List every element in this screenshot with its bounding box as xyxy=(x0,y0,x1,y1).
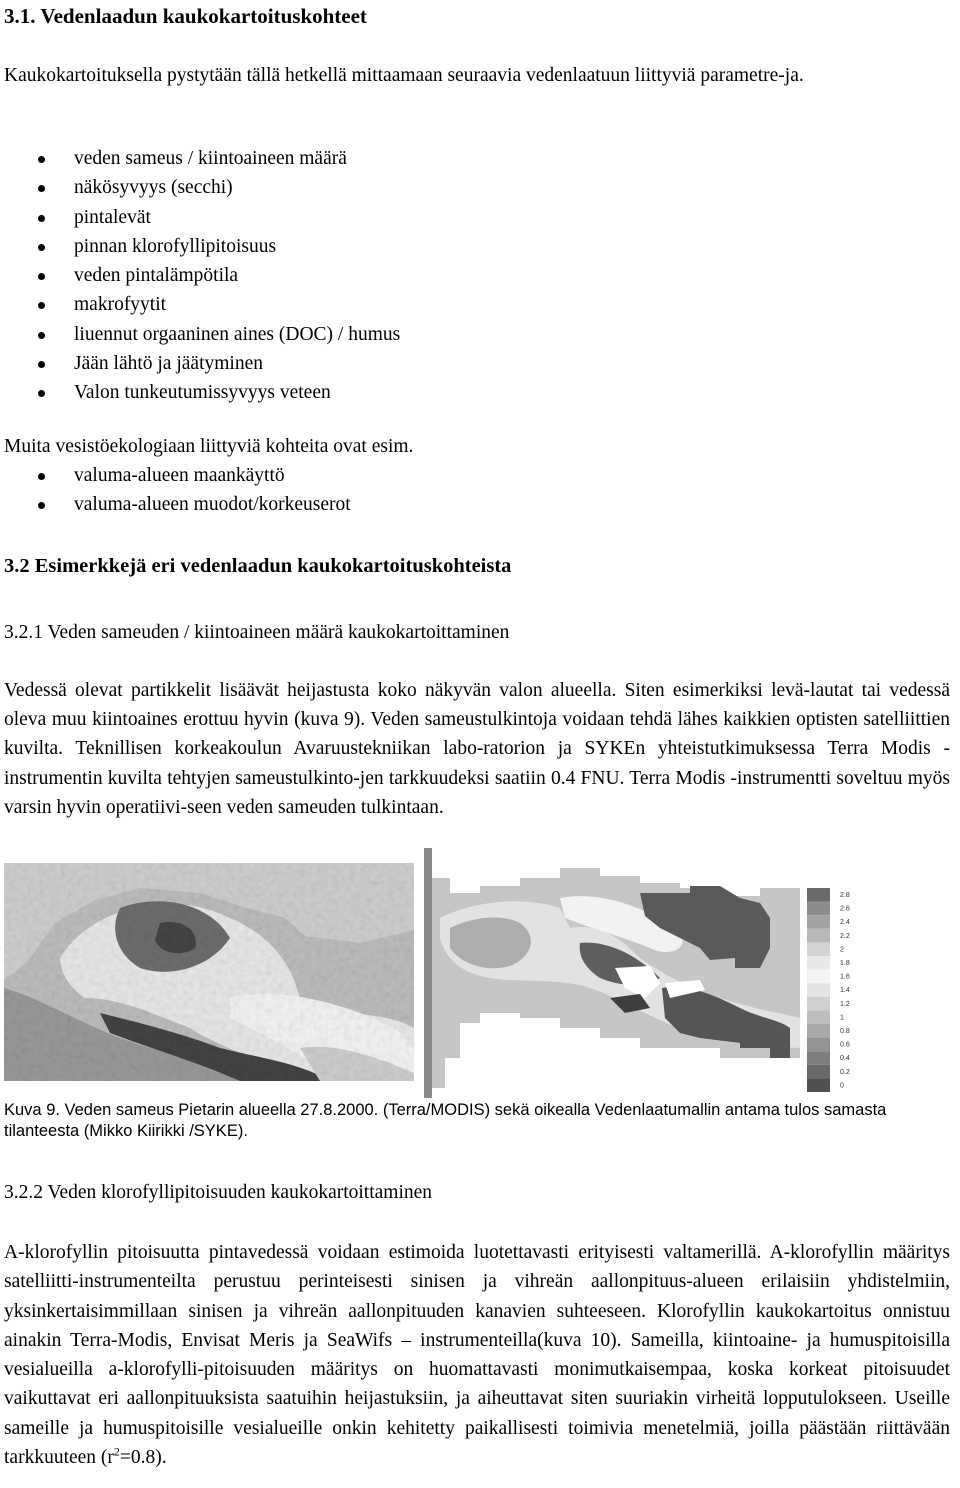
other-list-item xyxy=(4,490,950,519)
subsection-title-chlorophyll: 3.2.2 Veden klorofyllipitoisuuden kaukokartoittaminen xyxy=(4,1182,433,1203)
bullet-icon xyxy=(38,332,45,339)
turbidity-images xyxy=(0,848,960,1098)
legend-label: 0.6 xyxy=(840,1041,850,1049)
legend-label: 1.2 xyxy=(840,1000,850,1008)
legend-swatch xyxy=(807,983,830,997)
subsection-title-turbidity: 3.2.1 Veden sameuden / kiintoaineen määrä kaukokartoittaminen xyxy=(4,622,510,643)
other-list-item xyxy=(4,461,950,490)
superscript: 2 xyxy=(113,1444,120,1459)
bullet-icon xyxy=(38,185,45,192)
section-2-title: 3.2 Esimerkkejä eri vedenlaadun kaukokartoituskohteista xyxy=(4,555,512,577)
legend-swatch xyxy=(807,970,830,984)
list-item-text: pintalevät xyxy=(74,206,151,228)
legend-swatch xyxy=(807,888,830,902)
list-item-text: veden pintalämpötila xyxy=(74,265,239,287)
legend-swatch xyxy=(807,929,830,943)
parameter-list-item xyxy=(4,261,950,290)
legend-label: 1.4 xyxy=(840,987,850,995)
legend-label: 2.6 xyxy=(840,905,850,913)
legend-swatch xyxy=(807,997,830,1011)
figure-caption: Kuva 9. Veden sameus Pietarin alueella 27.8.2000. (Terra/MODIS) sekä oikealla Vedenlaatumallin antama tulos samasta tilanteesta (Mikko Kiirikki /SYKE). xyxy=(4,1101,887,1140)
legend-label: 1.6 xyxy=(840,973,850,981)
list-item-text: pinnan klorofyllipitoisuus xyxy=(74,235,277,257)
bullet-icon xyxy=(38,244,45,251)
chlorophyll-paragraph-end: =0.8). xyxy=(119,1447,167,1469)
legend-swatch xyxy=(807,1024,830,1038)
legend-label: 2 xyxy=(840,946,844,954)
bullet-icon xyxy=(38,502,45,509)
legend-swatch xyxy=(807,1010,830,1024)
list-item-text: näkösyvyys (secchi) xyxy=(74,177,233,199)
intro-paragraph: Kaukokartoituksella pystytään tällä hetkellä mittaamaan seuraavia vedenlaatuun liittyviä parametre-ja. xyxy=(4,65,804,86)
legend-swatch xyxy=(807,1078,830,1092)
bullet-icon xyxy=(38,156,45,163)
legend-swatch xyxy=(807,1038,830,1052)
legend-swatch xyxy=(807,902,830,916)
legend-label: 0.2 xyxy=(840,1068,850,1076)
legend-label: 0.4 xyxy=(840,1055,850,1063)
legend-label: 1.8 xyxy=(840,960,850,967)
turbidity-paragraph: Vedessä olevat partikkelit lisäävät heijastusta koko näkyvän valon alueella. Siten esimerkiksi levä-lautat tai vedessä oleva muu kiintoaines erottuu hyvin (kuva 9). Veden sameustulkintoja voidaan tehdä lähes kaikkien optisten satelliittien kuvilta. Teknillisen korkeakoulun Avaruustekniikan labo-ratorion ja SYKEn yhteistutkimuksessa Terra Modis -instrumentin kuvilta tehtyjen sameustulkinto-jen tarkkuudeksi saatiin 0.4 FNU. Terra Modis -instrumentti soveltuu myös varsin hyvin operatiivi-seen veden sameuden tulkintaan. xyxy=(4,680,950,818)
list-item-text: Valon tunkeutumissyvyys veteen xyxy=(74,382,331,404)
bullet-icon xyxy=(38,273,45,280)
bullet-icon xyxy=(38,302,45,309)
model-image xyxy=(424,848,800,1098)
turbidity-legend xyxy=(807,888,850,1092)
section-title: 3.1. Vedenlaadun kaukokartoituskohteet xyxy=(4,4,367,28)
bullet-icon xyxy=(38,361,45,368)
other-targets-intro: Muita vesistöekologiaan liittyviä kohteita ovat esim. xyxy=(4,436,414,457)
bullet-icon xyxy=(38,215,45,222)
list-item-text: veden sameus / kiintoaineen määrä xyxy=(74,148,347,169)
legend-label: 0.8 xyxy=(840,1028,850,1035)
legend-label: 2.8 xyxy=(840,892,850,899)
other-targets-list xyxy=(4,461,950,520)
legend-label: 1 xyxy=(840,1014,844,1022)
legend-swatch xyxy=(807,956,830,970)
legend-label: 2.2 xyxy=(840,932,850,940)
parameter-list-item xyxy=(4,232,950,261)
bullet-icon xyxy=(38,473,45,480)
figure-9 xyxy=(0,848,960,1098)
list-item-text: valuma-alueen muodot/korkeuserot xyxy=(74,494,351,516)
legend-label: 2.4 xyxy=(840,919,850,927)
list-item-text: valuma-alueen maankäyttö xyxy=(74,465,285,486)
list-item-text: liuennut orgaaninen aines (DOC) / humus xyxy=(74,323,401,345)
legend-swatch xyxy=(807,1065,830,1079)
parameter-list-item xyxy=(4,349,950,378)
list-item-text: makrofyytit xyxy=(74,294,167,316)
satellite-image xyxy=(4,863,414,1081)
parameter-list-item xyxy=(4,320,950,349)
parameter-list-item xyxy=(4,203,950,232)
legend-label: 0 xyxy=(840,1082,844,1090)
bullet-icon xyxy=(38,390,45,397)
parameter-list-item xyxy=(4,144,950,173)
parameter-list-item xyxy=(4,378,950,407)
parameter-list xyxy=(4,144,950,408)
legend-swatch xyxy=(807,942,830,956)
chlorophyll-paragraph xyxy=(4,1238,950,1472)
legend-swatch xyxy=(807,915,830,929)
parameter-list-item xyxy=(4,290,950,319)
parameter-list-item xyxy=(4,173,950,202)
list-item-text: Jään lähtö ja jäätyminen xyxy=(74,353,263,375)
legend-swatch xyxy=(807,1051,830,1065)
chlorophyll-paragraph-text: A-klorofyllin pitoisuutta pintavedessä voidaan estimoida luotettavasti erityisesti valtamerillä. A-klorofyllin määritys satelliitti-instrumenteilta perustuu perinteisesti sinisen ja vihreän aallonpituus-alueen erilaisiin yhdistelmiin, yksinkertaisimmillaan sinisen ja vihreän aallonpituuden kanavien suhteeseen. Klorofyllin kaukokartoitus onnistuu ainakin Terra-Modis, Envisat Meris ja SeaWifs – instrumenteilla(kuva 10). Sameilla, kiintoaine- ja humuspitoisilla vesialueilla a-klorofylli-pitoisuuden määritys on huomattavasti monimutkaisempaa, koska korkeat pitoisuudet vaikuttavat eri aallonpituuksista saatuihin heijastuksiin, ja aiheuttavat siten suuriakin virheitä lopputulokseen. Useille sameille ja humuspitoisille vesialueille onkin kehitetty paikallisesti toimivia menetelmiä, joilla päästään riittävään tarkkuuteen (r xyxy=(4,1242,950,1469)
